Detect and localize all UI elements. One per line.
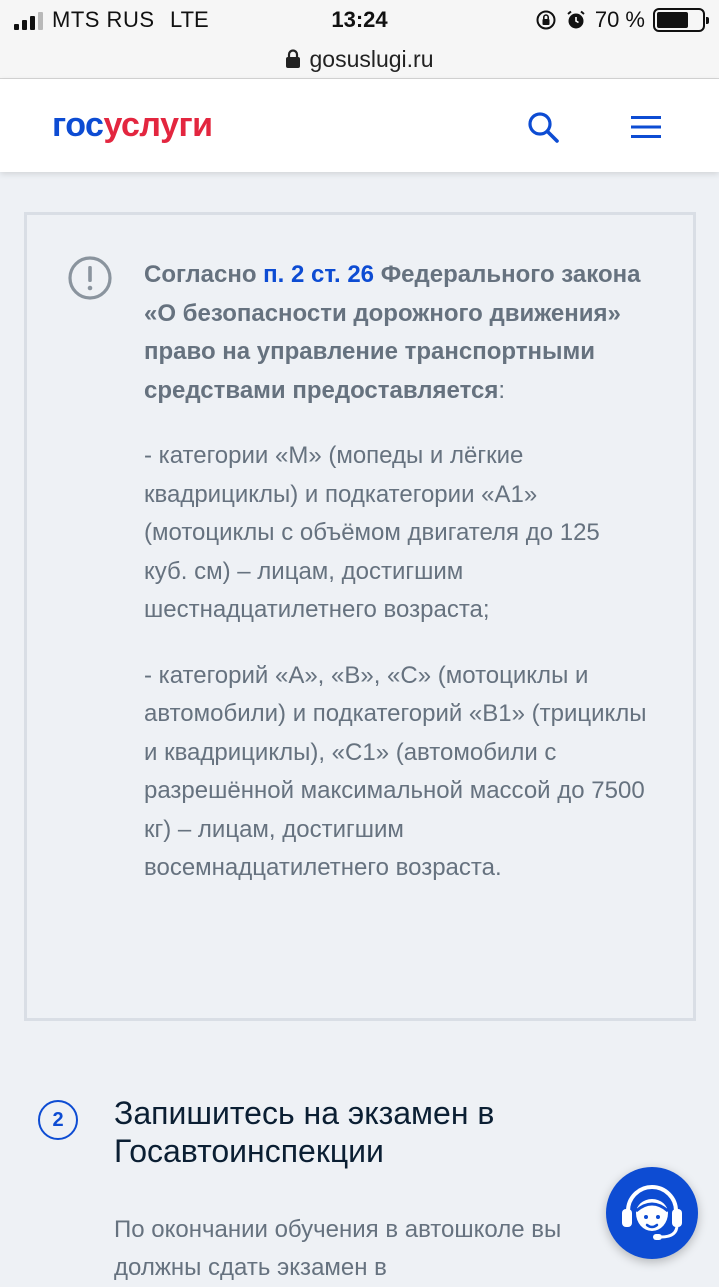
support-chat-button[interactable] (606, 1167, 698, 1259)
info-text (144, 256, 649, 888)
logo-part-gos: гос (52, 106, 104, 144)
lead-colon: : (498, 376, 506, 404)
exclamation-circle-icon (67, 255, 113, 301)
network-type: LTE (170, 7, 209, 32)
lead-prefix: Согласно (144, 261, 264, 288)
site-header (0, 79, 719, 172)
battery-level (657, 12, 688, 28)
logo-part-uslugi: услуги (103, 106, 213, 144)
law-article-link[interactable]: п. 2 ст. 26 (263, 261, 375, 288)
step-description: По окончании обучения в автошколе вы должны сдать экзамен в (114, 1216, 562, 1281)
legal-info-box (24, 212, 696, 1021)
status-bar (0, 0, 719, 40)
carrier-name: MTS RUS (52, 7, 155, 32)
info-lead (144, 256, 649, 410)
status-right (535, 7, 705, 33)
lead-suffix: Федерального закона «О безопасности дорожного движения» право на управление транспортными средствами предоставляется (144, 261, 641, 404)
step-title: Запишитесь на экзамен в Госавтоинспекции (114, 1095, 495, 1169)
info-paragraph-2: - категорий «A», «B», «C» (мотоциклы и автомобили) и подкатегорий «B1» (трициклы и квадрициклы), «C1» (автомобили с разрешённой максимальной массой до 7500 кг) – лицам, достигшим восемнадцатилетнего возраста. (144, 661, 647, 881)
search-icon[interactable] (526, 110, 560, 144)
battery-percent: 70 % (594, 7, 645, 32)
support-operator-icon (606, 1167, 698, 1259)
lock-icon (285, 49, 301, 69)
url-bar[interactable] (0, 40, 719, 79)
url-text[interactable]: gosuslugi.ru (309, 45, 434, 72)
hamburger-menu-icon[interactable] (631, 115, 661, 139)
battery-icon (653, 8, 705, 32)
info-paragraph-1: - категории «M» (мопеды и лёгкие квадрициклы) и подкатегории «A1» (мотоциклы с объёмом двигателя до 125 куб. см) – лицам, достигшим шестнадцатилетнего возраста; (144, 442, 600, 623)
alarm-icon (565, 9, 587, 31)
gosuslugi-logo[interactable] (52, 106, 213, 145)
orientation-lock-icon (535, 9, 557, 31)
clock: 13:24 (331, 7, 388, 32)
step-number-badge: 2 (38, 1100, 78, 1140)
